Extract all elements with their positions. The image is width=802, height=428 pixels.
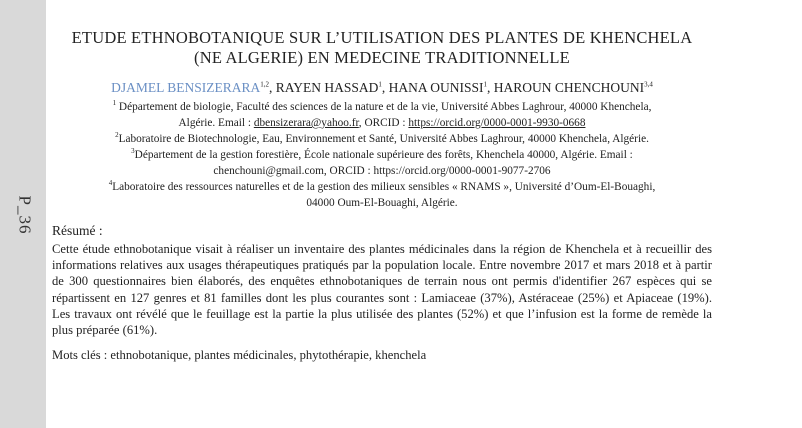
affil-text: Algérie. Email :	[178, 117, 254, 129]
author-separator: ,	[487, 80, 494, 95]
paper-title	[52, 28, 712, 68]
title-line-2: (NE ALGERIE) EN MEDECINE TRADITIONNELLE	[194, 48, 570, 67]
affil-text: Laboratoire de Biotechnologie, Eau, Environnement et Santé, Université Abbes Laghrour, 40000 Khenchela, Algérie.	[118, 133, 649, 145]
affil-text: Département de biologie, Faculté des sciences de la nature et de la vie, Université Abbes Laghrour, 40000 Khenchela,	[118, 101, 652, 113]
author-name[interactable]: DJAMEL BENSIZERARA	[111, 80, 261, 95]
affil-text: Département de la gestion forestière, École nationale supérieure des forêts, Khenchela 40000, Algérie. Email :	[134, 149, 633, 161]
affil-text: , ORCID :	[358, 117, 409, 129]
affil-text: Laboratoire des ressources naturelles et de la gestion des milieux sensibles « RNAMS », Université d’Oum-El-Bouaghi,	[112, 181, 656, 193]
email-link[interactable]: dbensizerara@yahoo.fr	[253, 117, 359, 129]
author-name: HANA OUNISSI	[388, 80, 484, 95]
page-margin-sidebar	[0, 0, 46, 428]
paper-content	[52, 28, 712, 363]
affil-number: 1	[112, 99, 117, 108]
affil-number: 2	[115, 131, 119, 140]
author-affil-sup: 1,2	[260, 80, 269, 89]
keywords-text: ethnobotanique, plantes médicinales, phytothérapie, khenchela	[107, 348, 427, 363]
author-name: RAYEN HASSAD	[275, 80, 379, 95]
author-separator: ,	[268, 80, 276, 95]
author-affil-sup: 1	[483, 80, 488, 89]
affiliation-4	[52, 179, 712, 211]
affiliation-1	[52, 99, 712, 131]
author-affil-sup: 1	[378, 80, 382, 89]
affil-text: 04000 Oum-El-Bouaghi, Algérie.	[306, 197, 458, 209]
affiliation-3	[52, 147, 712, 179]
affil-text: chenchouni@gmail.com, ORCID : https://orcid.org/0000-0001-9077-2706	[213, 165, 551, 177]
affil-number: 3	[131, 147, 135, 156]
orcid-link[interactable]: https://orcid.org/0000-0001-9930-0668	[408, 117, 586, 129]
abstract-heading: Résumé :	[52, 223, 103, 238]
keywords-label: Mots clés :	[52, 348, 108, 363]
author-list	[52, 80, 712, 96]
page-number-text: P_36	[15, 195, 34, 235]
affiliation-2	[52, 131, 712, 147]
author-separator: ,	[381, 80, 389, 95]
title-line-1: ETUDE ETHNOBOTANIQUE SUR L’UTILISATION DES PLANTES DE KHENCHELA	[71, 28, 693, 47]
keywords	[52, 348, 712, 363]
author-affil-sup: 3,4	[644, 80, 653, 89]
page-number-label	[4, 170, 44, 260]
affil-number: 4	[108, 179, 113, 188]
abstract-text: Cette étude ethnobotanique visait à réaliser un inventaire des plantes médicinales dans la région de Khenchela et à recueillir des informations relatives aux usages thérapeutiques pratiqués par la population locale. Entre novembre 2017 et mars 2018 et à partir de 300 questionnaires bien élaborés, des enquêtes ethnobotaniques de terrain nous ont permis d'identifier 267 espèces qui se répartissent en 127 genres et 81 familles dont les plus courantes sont : Lamiaceae (37%), Astéraceae (25%) et Apiaceae (19%). Les travaux ont révélé que le feuillage est la partie la plus utilisée des plantes (52%) et que l’infusion est la forme de remède la plus préparée (61%).	[52, 242, 712, 338]
author-name: HAROUN CHENCHOUNI	[493, 80, 645, 95]
